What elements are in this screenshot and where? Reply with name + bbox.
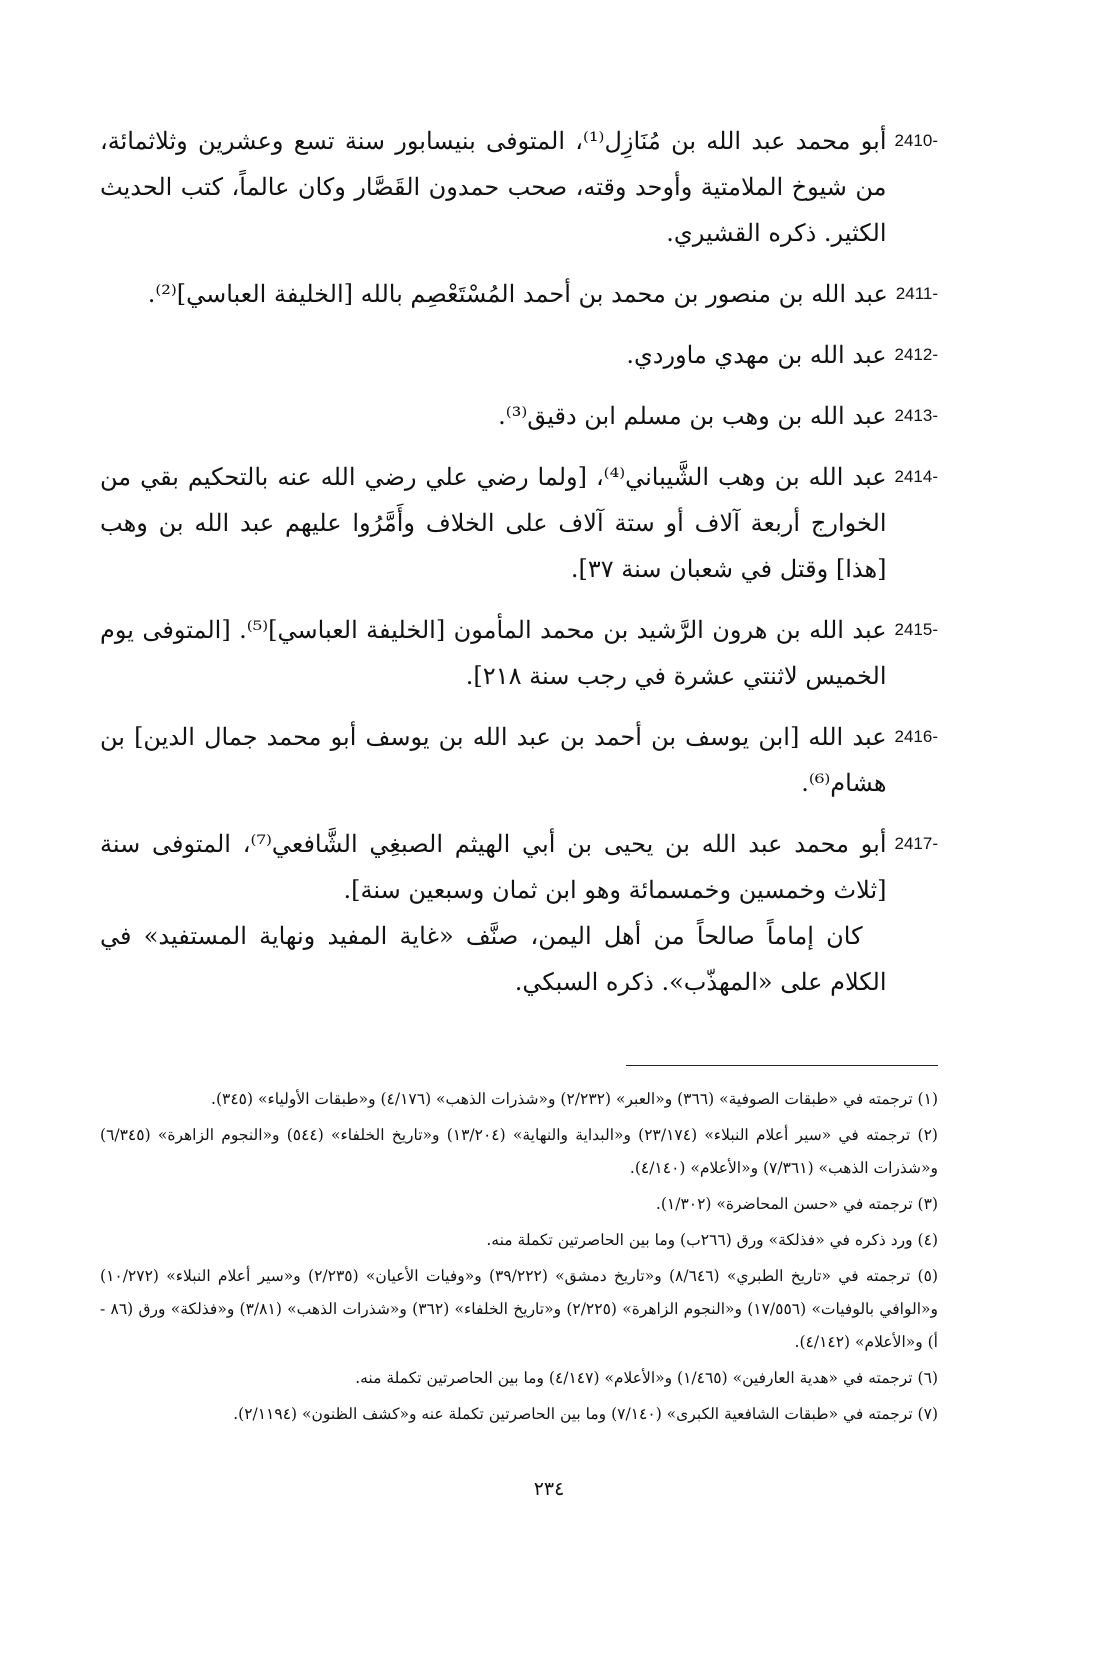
entry-continuation: كان إماماً صالحاً من أهل اليمن، صنَّف «غاية المفيد ونهاية المستفيد» في الكلام على «المهذّب». ذكره السبكي.: [100, 922, 887, 996]
entry-body: [100, 454, 887, 592]
entry-text: أبو محمد عبد الله بن يحيى بن أبي الهيثم الصبغِي الشَّافعي⁽⁷⁾، المتوفى سنة [ثلاث وخمسين وخمسمائة وهو ابن ثمان وسبعين سنة].: [100, 830, 887, 904]
entry-text: عبد الله [ابن يوسف بن أحمد بن عبد الله بن يوسف أبو محمد جمال الدين] بن هشام⁽⁶⁾.: [100, 723, 887, 797]
entry-body: [100, 118, 887, 256]
entry-body: [100, 607, 887, 699]
entry-text: عبد الله بن وهب الشَّيباني⁽⁴⁾، [ولما رضي علي رضي الله عنه بالتحكيم بقي من الخوارج أربعة آلاف أو ستة آلاف على الخلاف وأَمَّرُوا عليهم عبد الله بن وهب [هذا] وقتل في شعبان سنة ٣٧].: [100, 463, 887, 583]
entry-text: عبد الله بن منصور بن محمد بن أحمد المُسْتَعْصِم بالله [الخليفة العباسي]⁽²⁾.: [147, 280, 888, 308]
page-number: ٢٣٤: [533, 1478, 565, 1500]
entry-text: أبو محمد عبد الله بن مُنَازِل⁽¹⁾، المتوفى بنيسابور سنة تسع وعشرين وثلاثمائة، من شيوخ الملامتية وأوحد وقته، صحب حمدون القَصَّار وكان عالماً، كتب الحديث الكثير. ذكره القشيري.: [100, 127, 887, 247]
entry-number: 2415-: [894, 620, 938, 639]
entry-text: عبد الله بن وهب بن مسلم ابن دقيق⁽³⁾.: [498, 402, 887, 430]
entry-text: عبد الله بن هرون الرَّشيد بن محمد المأمون [الخليفة العباسي]⁽⁵⁾. [المتوفى يوم الخميس لاثنتي عشرة في رجب سنة ٢١٨].: [100, 616, 887, 690]
main-text: [100, 118, 938, 1020]
footnote: (٥) ترجمته في «تاريخ الطبري» (٨/٦٤٦) و«تاريخ دمشق» (٣٩/٢٢٢) و«وفيات الأعيان» (٢/٢٣٥) و«سير أعلام النبلاء» (١٠/٢٧٢) و«الوافي بالوفيات» (١٧/٥٥٦) و«النجوم الزاهرة» (٢/٢٢٥) و«تاريخ الخلفاء» (٣٦٢) و«شذرات الذهب» (٣/٨١) و«فذلكة» ورق (٨٦ - أ) و«الأعلام» (٤/١٤٢).: [100, 1267, 938, 1351]
footnote: (٣) ترجمته في «حسن المحاضرة» (١/٣٠٢).: [655, 1195, 938, 1213]
entry-text: عبد الله بن مهدي ماوردي.: [626, 341, 887, 369]
entry-body: [100, 393, 887, 439]
footnotes: [100, 1083, 938, 1434]
footnote: (٦) ترجمته في «هدية العارفين» (١/٤٦٥) و«الأعلام» (٤/١٤٧) وما بين الحاصرتين تكملة منه.: [355, 1369, 938, 1387]
entry-number: 2413-: [894, 406, 938, 425]
entry: [100, 607, 938, 699]
entry-number: 2410-: [894, 131, 938, 150]
entry-body: [100, 821, 887, 1005]
entry-number: 2416-: [894, 727, 938, 746]
entry-number: 2411-: [895, 284, 938, 303]
entry: [100, 821, 938, 1005]
footnote-separator: [626, 1065, 938, 1066]
entry-number: 2414-: [894, 467, 938, 486]
footnote: (٤) ورد ذكره في «فذلكة» ورق (٢٦٦ب) وما بين الحاصرتين تكملة منه.: [486, 1231, 938, 1249]
entry: [100, 271, 938, 317]
entry: [100, 118, 938, 256]
entry: [100, 393, 938, 439]
footnote: (١) ترجمته في «طبقات الصوفية» (٣٦٦) و«العبر» (٢/٢٣٢) و«شذرات الذهب» (٤/١٧٦) و«طبقات الأولياء» (٣٤٥).: [211, 1090, 938, 1108]
entry-number: 2412-: [894, 345, 938, 364]
footnote: (٢) ترجمته في «سير أعلام النبلاء» (٢٣/١٧٤) و«البداية والنهاية» (١٣/٢٠٤) و«تاريخ الخلفاء» (٥٤٤) و«النجوم الزاهرة» (٦/٣٤٥) و«شذرات الذهب» (٧/٣٦١) و«الأعلام» (٤/١٤٠).: [100, 1126, 938, 1177]
entry-body: [100, 714, 887, 806]
footnote: (٧) ترجمته في «طبقات الشافعية الكبرى» (٧/١٤٠) وما بين الحاصرتين تكملة عنه و«كشف الظنون» (٢/١١٩٤).: [233, 1405, 938, 1423]
entry: [100, 714, 938, 806]
entry-number: 2417-: [894, 834, 938, 853]
entry: [100, 454, 938, 592]
entry-body: [100, 332, 887, 378]
entry: [100, 332, 938, 378]
entry-body: [100, 271, 888, 317]
